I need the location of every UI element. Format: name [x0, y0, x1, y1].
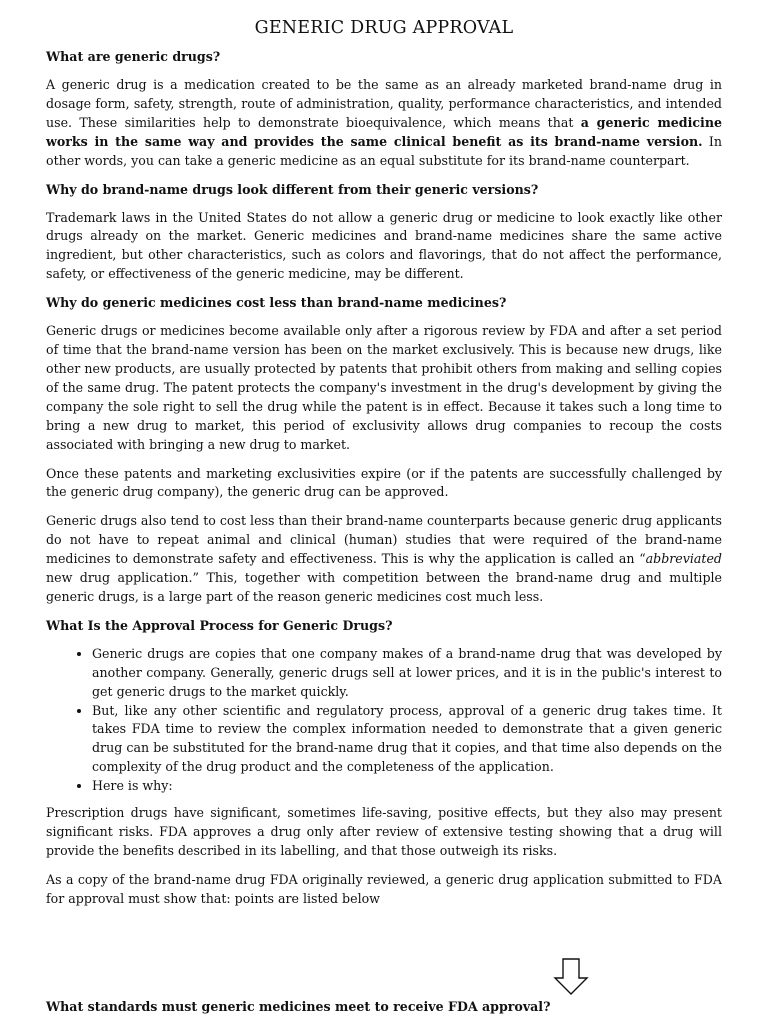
paragraph-trademark: Trademark laws in the United States do not allow a generic drug or medicine to look exactly like other drugs already on the market. Generic medicines and brand-name medicines share the same active ingredient, but other characteristics, such as colors and flavorings, that do not affect the performance, safety, or effectiveness of the generic medicine, may be different.: [46, 209, 722, 282]
heading-standards: What standards must generic medicines meet to receive FDA approval?: [46, 999, 551, 1014]
down-arrow-icon: [553, 958, 589, 996]
paragraph-abbreviated-text-b: new drug application.” This, together with competition between the brand-name drug and multiple generic drugs, is a large part of the reason generic medicines cost much less.: [46, 570, 722, 604]
bullet-item: • Here is why:: [92, 777, 722, 796]
heading-cost-less: Why do generic medicines cost less than brand-name medicines?: [46, 295, 507, 311]
paragraph-definition: [46, 76, 722, 171]
paragraph-definition-text-b: In other words, you can take a generic medicine as an equal substitute for its brand-name counterpart.: [46, 133, 723, 168]
heading-brand-name-look-different: Why do brand-name drugs look different from their generic versions?: [46, 181, 539, 197]
abbreviated-italic: abbreviated: [645, 551, 722, 567]
paragraph-exclusivities: Once these patents and marketing exclusivities expire (or if the patents are successfully challenged by the generic drug company), the generic drug can be approved.: [46, 465, 722, 500]
bullet-item: • But, like any other scientific and regulatory process, approval of a generic drug takes time. It takes FDA time to review the complex information needed to demonstrate that a given generic drug can be substituted for the brand-name drug that it copies, and that time also depends on the complexity of the drug product and the completeness of the application.: [92, 702, 722, 778]
paragraph-abbreviated-text-a: Generic drugs also tend to cost less than their brand-name counterparts because generic drug applicants do not have to repeat animal and clinical (human) studies that were required of the brand-name medicines to demonstrate safety and effectiveness. This is why the application is called an “: [46, 513, 722, 567]
paragraph-definition-text-a: A generic drug is a medication created to be the same as an already marketed brand-name drug in dosage form, safety, strength, route of administration, quality, performance characteristics, and intended use. These similarities help to demonstrate bioequivalence, which means that: [46, 77, 722, 130]
paragraph-abbreviated: [46, 512, 722, 607]
bullet-item: • Generic drugs are copies that one company makes of a brand-name drug that was developed by another company. Generally, generic drugs sell at lower prices, and it is in the public's interest to get generic drugs to the market quickly.: [92, 645, 722, 702]
document-title: GENERIC DRUG APPROVAL: [254, 18, 514, 38]
heading-what-are-generic-drugs: What are generic drugs?: [46, 49, 221, 64]
paragraph-risks: Prescription drugs have significant, sometimes life-saving, positive effects, but they also may present significant risks. FDA approves a drug only after review of extensive testing showing that a drug will provide the benefits described in its labelling, and that those outweigh its risks.: [46, 805, 722, 858]
paragraph-patents: Generic drugs or medicines become available only after a rigorous review by FDA and after a set period of time that the brand-name version has been on the market exclusively. This is because new drugs, like other new products, are usually protected by patents that prohibit others from making and selling copies of the same drug. The patent protects the company's investment in the drug's development by giving the company the sole right to sell the drug while the patent is in effect. Because it takes such a long time to bring a new drug to market, this period of exclusivity allows drug companies to recoup the costs associated with bringing a new drug to market.: [46, 323, 722, 452]
paragraph-definition-bold: a generic medicine works in the same way and provides the same clinical benefit as its brand-name version.: [46, 114, 722, 149]
approval-bullet-list: [46, 645, 722, 796]
paragraph-copy-requirements: As a copy of the brand-name drug FDA originally reviewed, a generic drug application submitted to FDA for approval must show that: points are listed below: [46, 871, 722, 906]
heading-approval-process: What Is the Approval Process for Generic Drugs?: [46, 617, 393, 633]
